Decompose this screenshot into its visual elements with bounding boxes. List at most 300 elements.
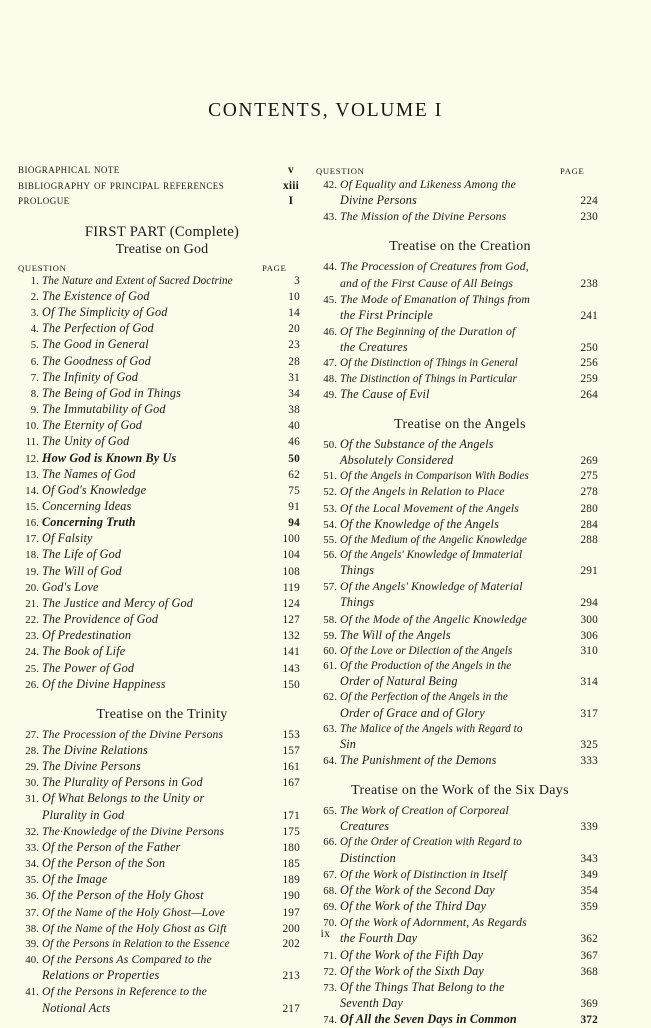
entry-number: 49.: [323, 388, 337, 401]
entry-page-number: 132: [282, 630, 300, 643]
entry-number: 70.: [323, 917, 337, 930]
toc-entry[interactable]: [316, 659, 604, 674]
entry-title: Of the Love or Dilection of the Angels: [340, 644, 513, 657]
entry-title: Order of Grace and of Glory: [340, 705, 485, 720]
entry-title: Of the Name of the Holy Ghost—Love: [42, 905, 225, 919]
toc-entry[interactable]: [316, 996, 604, 1012]
entry-number: 74.: [323, 1014, 337, 1027]
entry-title: Of the Person of the Son: [42, 856, 166, 871]
toc-entry[interactable]: [18, 451, 306, 467]
toc-entry[interactable]: [316, 177, 604, 193]
toc-entry[interactable]: [18, 968, 306, 984]
entry-title: The Divine Relations: [42, 743, 148, 757]
entry-page-number: 367: [580, 949, 598, 962]
entry-number: 68.: [323, 884, 337, 897]
toc-entry[interactable]: [316, 501, 604, 517]
entry-title: Of the Divine Happiness: [42, 676, 166, 691]
entry-page-number: 354: [580, 884, 598, 897]
toc-entry[interactable]: [18, 434, 306, 450]
entry-page-number: 291: [580, 565, 598, 578]
toc-entry[interactable]: [18, 775, 306, 791]
toc-entry[interactable]: [18, 467, 306, 483]
entry-number: 11.: [25, 436, 39, 449]
toc-entry[interactable]: [18, 888, 306, 904]
front-matter-row: [18, 193, 306, 209]
entry-number: 57.: [323, 581, 337, 594]
toc-entry[interactable]: [18, 418, 306, 434]
entry-title: Of the Local Movement of the Angels: [340, 501, 520, 515]
entry-page-number: 119: [282, 581, 300, 594]
toc-entry[interactable]: [316, 867, 604, 883]
entry-page-number: 278: [580, 486, 598, 499]
entry-title: The Punishment of the Demons: [340, 753, 497, 767]
entry-number: 60.: [323, 644, 337, 657]
toc-entry[interactable]: [316, 517, 604, 533]
entry-title: The Cause of Evil: [340, 386, 430, 401]
entry-title: Of the Work of the Third Day: [340, 899, 487, 914]
toc-entry[interactable]: [18, 547, 306, 563]
front-matter-label: biographical note: [18, 162, 120, 176]
entry-number: 54.: [323, 518, 337, 531]
toc-entry[interactable]: [18, 564, 306, 580]
entry-page-number: 175: [282, 825, 300, 838]
question-header-label-right: QUESTION: [316, 166, 365, 176]
entry-page-number: 91: [288, 500, 300, 513]
toc-entry[interactable]: [316, 548, 604, 563]
toc-entry[interactable]: [18, 402, 306, 418]
entry-number: 71.: [323, 949, 337, 962]
entry-page-number: 333: [580, 755, 598, 767]
entry-number: 16.: [25, 517, 39, 530]
entry-page-number: 368: [580, 965, 598, 978]
entry-number: 2.: [30, 290, 39, 303]
entry-title: Of the Name of the Holy Ghost as Gift: [42, 921, 227, 935]
entry-number: 41.: [25, 986, 39, 999]
folio-number: ix: [320, 928, 331, 940]
entry-number: 15.: [25, 500, 39, 513]
entry-page-number: 100: [282, 533, 300, 546]
toc-entry[interactable]: [18, 305, 306, 321]
entry-page-number: 108: [282, 565, 300, 578]
toc-entry[interactable]: [316, 387, 604, 403]
entry-page-number: 14: [288, 307, 300, 320]
toc-entry[interactable]: [316, 948, 604, 964]
entry-title: Things: [340, 595, 375, 610]
entry-page-number: 343: [580, 852, 598, 865]
entry-number: 50.: [323, 438, 337, 451]
entry-number: 48.: [323, 372, 337, 385]
toc-entry[interactable]: [18, 872, 306, 888]
entry-title: Divine Persons: [340, 193, 417, 208]
entry-page-number: 31: [288, 371, 300, 384]
toc-entry[interactable]: [316, 803, 604, 819]
toc-entry[interactable]: [316, 469, 604, 484]
entry-page-number: 38: [288, 404, 300, 417]
entry-number: 31.: [25, 793, 39, 806]
entry-number: 61.: [323, 660, 337, 673]
entry-page-number: 40: [288, 420, 300, 433]
toc-entry[interactable]: [18, 808, 306, 824]
toc-entry[interactable]: [316, 964, 604, 980]
entry-title: Of the Work of the Fifth Day: [340, 947, 484, 962]
toc-entry[interactable]: [18, 661, 306, 677]
entry-number: 35.: [25, 874, 39, 887]
entry-page-number: 62: [288, 468, 300, 481]
toc-entry[interactable]: [18, 499, 306, 515]
entry-page-number: 157: [282, 745, 300, 757]
toc-entry[interactable]: [18, 337, 306, 353]
entry-title: and of the First Cause of All Beings: [340, 276, 514, 290]
entry-title: Of the Order of Creation with Regard to: [340, 836, 522, 849]
entry-number: 22.: [25, 614, 39, 627]
entry-page-number: 362: [580, 933, 598, 946]
entry-title: Of the Distinction of Things in General: [340, 357, 518, 370]
entry-title: The Plurality of Persons in God: [42, 775, 203, 790]
entry-title: Of the Mode of the Angelic Knowledge: [340, 612, 527, 626]
left-column-header: [18, 263, 306, 273]
entry-page-number: 161: [282, 761, 300, 774]
entry-number: 72.: [323, 965, 337, 978]
entry-title: Of the Persons in Relation to the Essence: [42, 937, 230, 950]
entry-number: 40.: [25, 954, 39, 967]
entry-number: 20.: [25, 581, 39, 594]
toc-entry[interactable]: [18, 580, 306, 596]
toc-entry[interactable]: [18, 727, 306, 743]
entry-title: Of the Medium of the Angelic Knowledge: [340, 533, 527, 546]
entry-number: 24.: [25, 646, 39, 659]
part-heading: FIRST PART (Complete): [84, 223, 240, 240]
entry-title: The Work of Creation of Corporeal: [340, 804, 509, 818]
toc-entry[interactable]: [316, 595, 604, 611]
entry-title: Of the Person of the Holy Ghost: [42, 888, 204, 903]
treatise-heading: Treatise on the Work of the Six Days: [351, 783, 569, 799]
entry-number: 10.: [25, 420, 39, 433]
entry-title: Seventh Day: [340, 996, 403, 1011]
entry-title: Of the Work of Adornment, As Regards: [340, 916, 527, 930]
entry-title: The·Knowledge of the Divine Persons: [42, 824, 225, 838]
question-header-label: QUESTION: [18, 262, 67, 273]
entry-number: 58.: [323, 613, 337, 626]
right-column-header: [316, 166, 604, 176]
entry-number: 43.: [323, 211, 337, 224]
entry-title: The Being of God in Things: [42, 385, 181, 400]
toc-entry[interactable]: [18, 596, 306, 612]
entry-page-number: 372: [580, 1014, 598, 1027]
toc-entry[interactable]: [316, 276, 604, 292]
entry-number: 67.: [323, 868, 337, 881]
toc-entry[interactable]: [316, 533, 604, 548]
toc-entry[interactable]: [316, 674, 604, 690]
entry-page-number: 264: [580, 388, 598, 401]
entry-title: Of the Perfection of the Angels in the: [340, 691, 508, 704]
entry-title: Of Falsity: [42, 531, 93, 546]
entry-page-number: 10: [288, 290, 300, 303]
entry-title: the First Principle: [340, 307, 433, 322]
toc-entry[interactable]: [18, 677, 306, 693]
toc-entry[interactable]: [316, 193, 604, 209]
entry-title: Concerning Truth: [42, 515, 136, 530]
entry-number: 47.: [323, 357, 337, 370]
entry-title: Notional Acts: [42, 1000, 111, 1015]
entry-number: 34.: [25, 858, 39, 871]
entry-title: Of the Substance of the Angels: [340, 436, 494, 451]
entry-page-number: 143: [282, 662, 300, 675]
toc-entry[interactable]: [316, 453, 604, 469]
toc-entry[interactable]: [18, 483, 306, 499]
entry-title: Of the Work of the Second Day: [340, 882, 495, 897]
entry-number: 4.: [30, 323, 39, 336]
toc-entry[interactable]: [18, 840, 306, 856]
entry-page-number: 241: [580, 309, 598, 322]
entry-page-number: 141: [282, 646, 300, 659]
entry-title: The Distinction of Things in Particular: [340, 372, 517, 385]
toc-entry[interactable]: [316, 851, 604, 867]
entry-number: 62.: [323, 691, 337, 704]
entry-number: 26.: [25, 678, 39, 691]
entry-title: Of Predestination: [42, 628, 132, 643]
entry-title: Of All the Seven Days in Common: [340, 1012, 517, 1027]
entry-title: The Divine Persons: [42, 759, 141, 774]
entry-number: 27.: [25, 728, 39, 741]
toc-entry[interactable]: [18, 274, 306, 289]
toc-entry[interactable]: [18, 759, 306, 775]
entry-page-number: 217: [282, 1002, 300, 1015]
toc-entry[interactable]: [316, 899, 604, 915]
entry-page-number: 75: [288, 484, 300, 497]
toc-entry[interactable]: [18, 824, 306, 840]
toc-entry[interactable]: [316, 690, 604, 705]
entry-title: The Goodness of God: [42, 353, 151, 368]
entry-title: Concerning Ideas: [42, 498, 132, 513]
left-entries: [18, 274, 306, 1017]
toc-entry[interactable]: [18, 354, 306, 370]
entry-number: 37.: [25, 906, 39, 919]
entry-title: Of Equality and Likeness Among the: [340, 178, 516, 191]
entry-title: Distinction: [340, 850, 396, 865]
entry-number: 42.: [323, 179, 337, 191]
entry-number: 45.: [323, 293, 337, 306]
page-title: CONTENTS, VOLUME I: [208, 100, 443, 121]
entry-page-number: 202: [282, 937, 300, 950]
front-matter-page: v: [288, 164, 294, 176]
toc-entry[interactable]: [18, 386, 306, 402]
entry-title: The Immutability of God: [42, 402, 166, 417]
entry-title: Of the Persons in Reference to the: [42, 985, 207, 999]
toc-entry[interactable]: [18, 984, 306, 1000]
toc-entry[interactable]: [18, 370, 306, 386]
toc-entry[interactable]: [18, 952, 306, 968]
entry-page-number: 94: [288, 517, 300, 530]
entry-title: Of the Angels in Comparison With Bodies: [340, 470, 529, 483]
entry-page-number: 325: [580, 738, 598, 751]
entry-page-number: 288: [580, 533, 598, 546]
toc-entry[interactable]: [18, 612, 306, 628]
toc-entry[interactable]: [316, 737, 604, 753]
toc-entry[interactable]: [18, 856, 306, 872]
entry-title: Absolutely Considered: [340, 453, 454, 468]
toc-entry[interactable]: [18, 628, 306, 644]
entry-title: Sin: [340, 736, 357, 751]
toc-entry[interactable]: [316, 706, 604, 722]
entry-number: 7.: [30, 371, 39, 384]
toc-entry[interactable]: [18, 791, 306, 807]
entry-number: 63.: [323, 722, 337, 735]
entry-title: Of the Image: [42, 872, 108, 887]
toc-entry[interactable]: [316, 819, 604, 835]
entry-number: 1.: [30, 274, 39, 287]
toc-entry[interactable]: [316, 1012, 604, 1028]
toc-entry[interactable]: [316, 209, 604, 225]
entry-number: 5.: [30, 339, 39, 352]
toc-entry[interactable]: [316, 563, 604, 579]
entry-number: 39.: [25, 937, 39, 950]
entry-number: 19.: [25, 565, 39, 578]
entry-page-number: 28: [288, 355, 300, 368]
toc-entry[interactable]: [316, 612, 604, 628]
toc-entry[interactable]: [316, 883, 604, 899]
entry-title: God's Love: [42, 579, 99, 594]
toc-entry[interactable]: [316, 644, 604, 659]
toc-entry[interactable]: [316, 324, 604, 340]
toc-entry[interactable]: [316, 722, 604, 737]
entry-title: The Infinity of God: [42, 369, 138, 384]
toc-entry[interactable]: [18, 905, 306, 921]
entry-page-number: 127: [282, 614, 300, 627]
entry-title: Of The Simplicity of God: [42, 305, 168, 320]
entry-page-number: 275: [580, 470, 598, 483]
toc-entry[interactable]: [316, 484, 604, 500]
entry-title: Of the Persons As Compared to the: [42, 953, 212, 967]
toc-entry[interactable]: [18, 515, 306, 531]
toc-entry[interactable]: [316, 835, 604, 850]
toc-entry[interactable]: [316, 292, 604, 308]
left-column: [18, 162, 306, 1017]
entry-page-number: 167: [282, 777, 300, 790]
toc-entry[interactable]: [18, 289, 306, 305]
entry-page-number: 23: [288, 339, 300, 352]
entry-title: Of God's Knowledge: [42, 482, 147, 497]
toc-entry[interactable]: [316, 340, 604, 356]
entry-page-number: 224: [580, 195, 598, 208]
entry-page-number: 104: [282, 549, 300, 562]
entry-page-number: 306: [580, 629, 598, 642]
entry-page-number: 50: [288, 452, 300, 465]
entry-title: Of What Belongs to the Unity or: [42, 791, 205, 806]
entry-number: 3.: [30, 307, 39, 320]
entry-page-number: 269: [580, 455, 598, 468]
entry-number: 12.: [25, 452, 39, 465]
entry-page-number: 317: [580, 707, 598, 720]
entry-number: 46.: [323, 326, 337, 339]
entry-number: 28.: [25, 745, 39, 757]
right-entries: [316, 177, 604, 1028]
entry-number: 73.: [323, 981, 337, 994]
entry-title: The Eternity of God: [42, 418, 142, 433]
entry-title: The Life of God: [42, 547, 122, 562]
front-matter-list: [18, 162, 306, 209]
entry-page-number: 310: [580, 644, 598, 657]
toc-entry[interactable]: [316, 628, 604, 644]
toc-entry[interactable]: [316, 753, 604, 769]
entry-number: 44.: [323, 261, 337, 274]
entry-title: the Fourth Day: [340, 931, 418, 946]
entry-page-number: 150: [282, 678, 300, 691]
entry-page-number: 180: [282, 841, 300, 854]
toc-entry[interactable]: [316, 372, 604, 387]
entry-title: Of the Angels in Relation to Place: [340, 485, 505, 499]
right-column: [316, 162, 604, 1028]
entry-number: 69.: [323, 901, 337, 914]
entry-number: 25.: [25, 662, 39, 675]
entry-title: Of The Beginning of the Duration of: [340, 325, 516, 339]
toc-entry[interactable]: [316, 980, 604, 996]
entry-number: 23.: [25, 630, 39, 643]
toc-entry[interactable]: [316, 356, 604, 371]
toc-entry[interactable]: [18, 531, 306, 547]
entry-page-number: 153: [282, 728, 300, 741]
toc-entry[interactable]: [316, 437, 604, 453]
entry-number: 6.: [30, 355, 39, 368]
entry-page-number: 46: [288, 436, 300, 449]
entry-title: Order of Natural Being: [340, 674, 458, 689]
toc-entry[interactable]: [316, 308, 604, 324]
entry-page-number: 294: [580, 597, 598, 610]
entry-title: The Justice and Mercy of God: [42, 595, 193, 610]
entry-title: The Mission of the Divine Persons: [340, 210, 507, 224]
front-matter-row: [18, 178, 306, 194]
entry-title: Of the Angels' Knowledge of Material: [340, 580, 523, 594]
entry-title: the Creatures: [340, 340, 408, 355]
entry-title: The Will of God: [42, 563, 122, 578]
entry-title: The Power of God: [42, 660, 135, 675]
entry-title: The Mode of Emanation of Things from: [340, 292, 531, 306]
treatise-heading: Treatise on the Creation: [389, 239, 531, 255]
entry-number: 52.: [323, 486, 337, 499]
entry-title: The Providence of God: [42, 612, 159, 627]
entry-page-number: 200: [282, 922, 300, 935]
entry-title: Of the Knowledge of the Angels: [340, 516, 499, 531]
toc-entry[interactable]: [18, 1001, 306, 1017]
entry-title: The Names of God: [42, 466, 136, 481]
front-matter-page: xiii: [283, 179, 299, 192]
entry-title: The Procession of the Divine Persons: [42, 727, 224, 741]
entry-page-number: 250: [580, 342, 598, 355]
entry-page-number: 185: [282, 858, 300, 871]
toc-entry[interactable]: [316, 259, 604, 275]
toc-entry[interactable]: [18, 644, 306, 660]
entry-page-number: 34: [288, 387, 300, 400]
toc-entry[interactable]: [18, 743, 306, 759]
entry-title: The Procession of Creatures from God,: [340, 260, 529, 274]
entry-page-number: 171: [282, 809, 300, 822]
entry-number: 9.: [30, 404, 39, 417]
entry-title: The Existence of God: [42, 288, 150, 303]
entry-number: 17.: [25, 533, 39, 546]
toc-entry[interactable]: [18, 321, 306, 337]
entry-title: How God is Known By Us: [42, 450, 177, 465]
entry-title: The Book of Life: [42, 644, 126, 659]
entry-page-number: 280: [580, 502, 598, 515]
toc-entry[interactable]: [316, 579, 604, 595]
entry-title: Of the Person of the Father: [42, 839, 181, 854]
entry-number: 59.: [323, 629, 337, 642]
entry-title: Of the Work of Distinction in Itself: [340, 867, 507, 881]
treatise-heading: Treatise on the Trinity: [96, 706, 228, 722]
entry-page-number: 189: [282, 874, 300, 887]
entry-number: 29.: [25, 761, 39, 774]
entry-page-number: 349: [580, 868, 598, 881]
entry-title: The Malice of the Angels with Regard to: [340, 722, 523, 735]
